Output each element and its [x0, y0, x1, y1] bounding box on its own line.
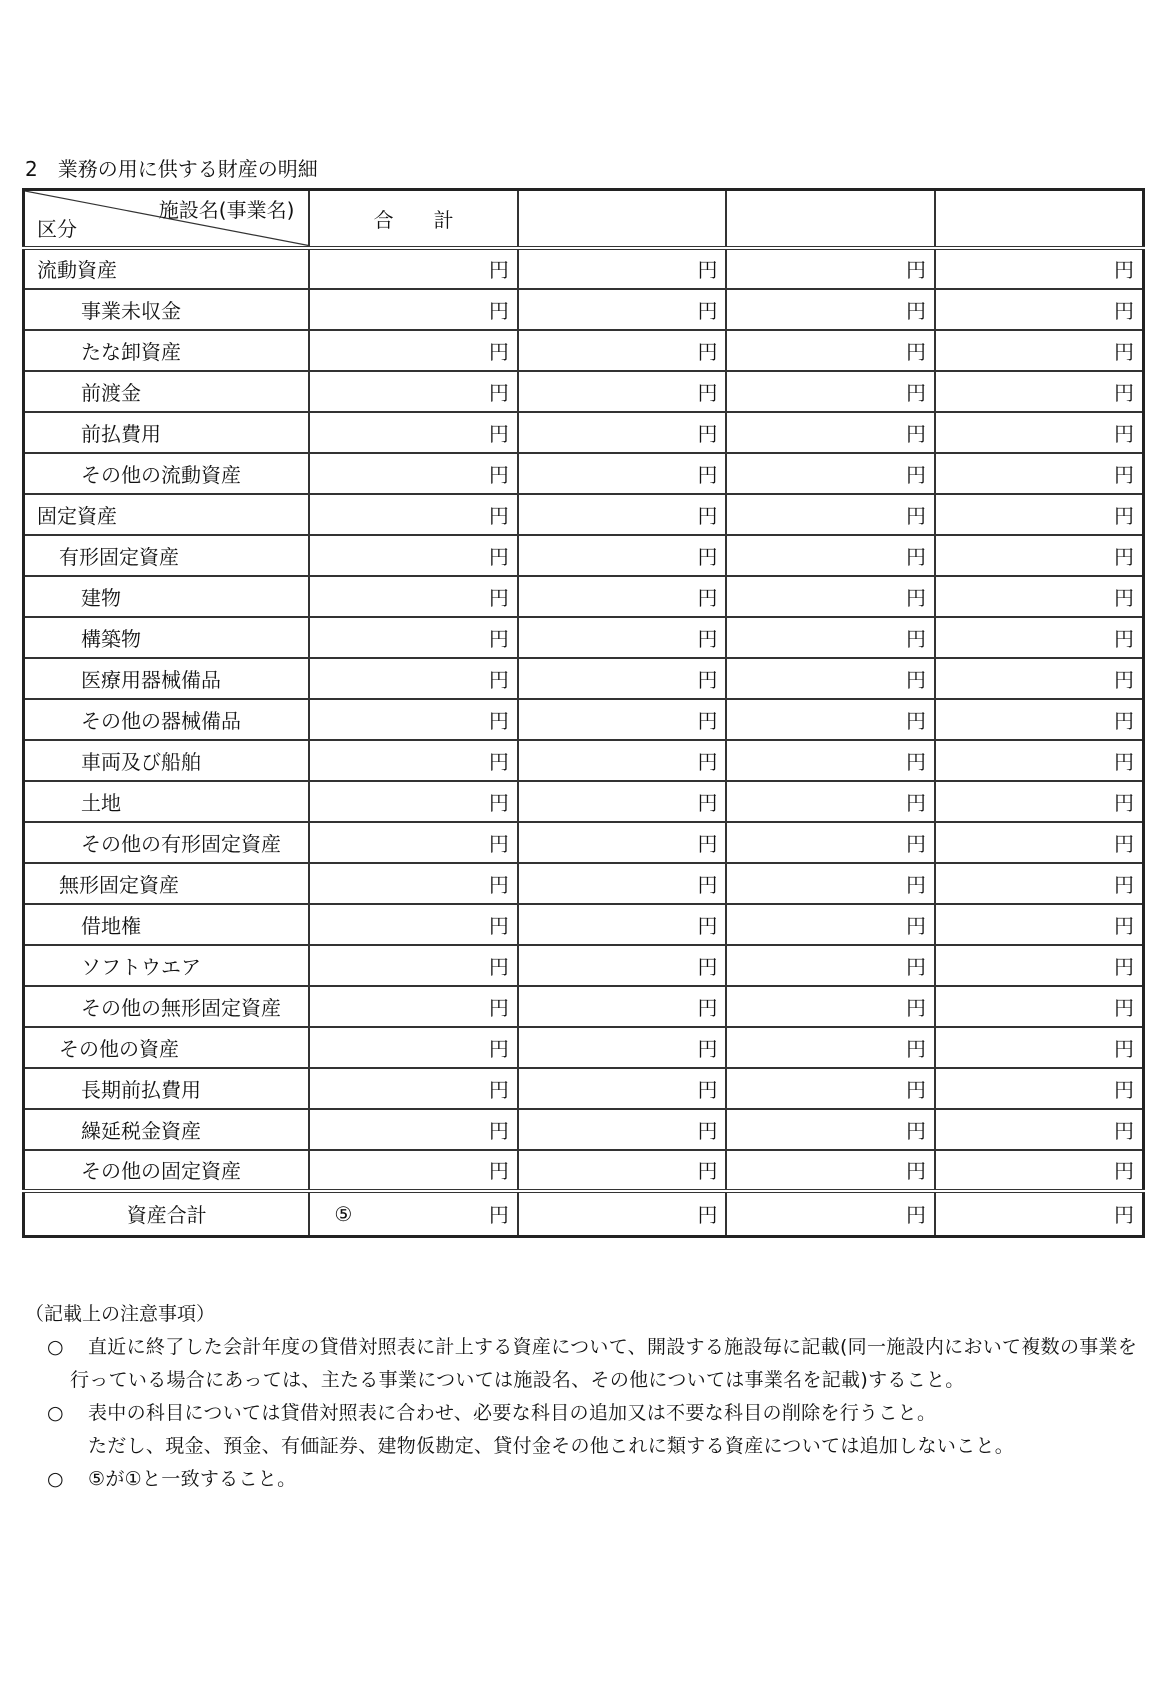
table-row — [24, 494, 1144, 535]
row-label: その他の有形固定資産 — [24, 822, 310, 863]
amount-cell-facility-2[interactable] — [726, 535, 935, 576]
header-facility-3[interactable] — [935, 190, 1144, 248]
amount-cell-facility-1[interactable] — [518, 371, 727, 412]
amount-cell-total[interactable] — [309, 1027, 518, 1068]
note-text: 直近に終了した会計年度の貸借対照表に計上する資産について、開設する施設毎に記載(同一施設内において複数の事業を行っている場合にあっては、主たる事業については施設名、その他については事業名を記載)すること。 — [70, 1336, 1138, 1391]
currency-unit: 円 — [905, 585, 926, 610]
currency-unit: 円 — [905, 790, 926, 815]
currency-unit: 円 — [1114, 749, 1134, 774]
currency-unit: 円 — [1114, 298, 1134, 323]
currency-unit: 円 — [697, 708, 718, 733]
currency-unit: 円 — [905, 462, 926, 487]
amount-cell-total[interactable] — [309, 371, 518, 412]
amount-cell-facility-2[interactable] — [726, 330, 935, 371]
amount-cell-facility-2[interactable] — [726, 1150, 935, 1191]
currency-unit: 円 — [1114, 954, 1134, 979]
currency-unit: 円 — [488, 421, 509, 446]
row-label: 繰延税金資産 — [24, 1109, 310, 1150]
asset-detail-table — [22, 188, 1145, 1238]
currency-unit: 円 — [488, 790, 509, 815]
currency-unit: 円 — [697, 298, 718, 323]
currency-unit: 円 — [488, 339, 509, 364]
note-subtext: ただし、現金、預金、有価証券、建物仮勘定、貸付金その他これに類する資産については追加しないこと。 — [88, 1435, 1015, 1457]
amount-cell-facility-2[interactable] — [726, 1027, 935, 1068]
currency-unit: 円 — [1114, 708, 1134, 733]
table-row — [24, 904, 1144, 945]
note-item — [25, 1397, 1155, 1463]
header-facility-name-label: 施設名(事業名) — [158, 198, 295, 222]
amount-cell-total[interactable] — [309, 822, 518, 863]
currency-unit: 円 — [1114, 995, 1134, 1020]
amount-cell-facility-1[interactable] — [518, 658, 727, 699]
row-label: 土地 — [24, 781, 310, 822]
amount-cell-facility-3[interactable] — [935, 863, 1144, 904]
currency-unit: 円 — [488, 872, 509, 897]
row-label: ソフトウエア — [24, 945, 310, 986]
currency-unit: 円 — [697, 1203, 718, 1228]
amount-cell-facility-1[interactable] — [518, 822, 727, 863]
currency-unit: 円 — [488, 1077, 509, 1102]
currency-unit: 円 — [905, 503, 926, 528]
amount-cell-facility-3[interactable] — [935, 1068, 1144, 1109]
amount-cell-facility-3[interactable] — [935, 1109, 1144, 1150]
table-header-row — [24, 190, 1144, 248]
amount-cell-total[interactable] — [309, 289, 518, 330]
currency-unit: 円 — [488, 1203, 509, 1228]
currency-unit: 円 — [697, 749, 718, 774]
amount-cell-facility-2[interactable] — [726, 412, 935, 453]
currency-unit: 円 — [905, 749, 926, 774]
amount-cell-facility-2[interactable] — [726, 699, 935, 740]
currency-unit: 円 — [697, 339, 718, 364]
currency-unit: 円 — [697, 667, 718, 692]
amount-cell-facility-1[interactable] — [518, 330, 727, 371]
notes-list — [25, 1331, 1155, 1496]
amount-cell-facility-1[interactable] — [518, 904, 727, 945]
amount-cell-facility-2[interactable] — [726, 289, 935, 330]
amount-cell-facility-2[interactable] — [726, 248, 935, 289]
amount-cell-total[interactable] — [309, 617, 518, 658]
amount-cell-facility-2[interactable] — [726, 1068, 935, 1109]
amount-cell-facility-2[interactable] — [726, 658, 935, 699]
row-label: その他の固定資産 — [24, 1150, 310, 1191]
currency-unit: 円 — [905, 1159, 926, 1183]
currency-unit: 円 — [1114, 421, 1134, 446]
table-row — [24, 658, 1144, 699]
amount-cell-total[interactable] — [309, 576, 518, 617]
amount-cell-facility-1[interactable] — [518, 781, 727, 822]
amount-cell-facility-2[interactable] — [726, 945, 935, 986]
amount-cell-facility-3[interactable] — [935, 330, 1144, 371]
table-row — [24, 289, 1144, 330]
currency-unit: 円 — [905, 708, 926, 733]
note-text: 表中の科目については貸借対照表に合わせ、必要な科目の追加又は不要な科目の削除を行うこと。 — [88, 1402, 937, 1424]
amount-cell-facility-1[interactable] — [518, 576, 727, 617]
currency-unit: 円 — [905, 995, 926, 1020]
header-total-cell: 合 計 — [309, 190, 518, 248]
currency-unit: 円 — [905, 872, 926, 897]
amount-cell-facility-2[interactable] — [726, 1109, 935, 1150]
currency-unit: 円 — [488, 462, 509, 487]
row-label: 長期前払費用 — [24, 1068, 310, 1109]
currency-unit: 円 — [697, 503, 718, 528]
amount-cell-total[interactable] — [309, 1109, 518, 1150]
amount-cell-facility-3[interactable] — [935, 1150, 1144, 1191]
currency-unit: 円 — [905, 1118, 926, 1143]
amount-cell-facility-3[interactable] — [935, 822, 1144, 863]
row-label: たな卸資産 — [24, 330, 310, 371]
table-row — [24, 535, 1144, 576]
amount-cell-facility-1[interactable] — [518, 289, 727, 330]
amount-cell-total[interactable] — [309, 453, 518, 494]
amount-cell-total[interactable] — [309, 330, 518, 371]
table-row — [24, 576, 1144, 617]
circled-number-marker: ⑤ — [334, 1201, 353, 1226]
amount-cell-facility-3[interactable] — [935, 289, 1144, 330]
currency-unit: 円 — [1114, 913, 1134, 938]
row-label: その他の無形固定資産 — [24, 986, 310, 1027]
amount-cell-facility-1[interactable] — [518, 945, 727, 986]
row-label: 借地権 — [24, 904, 310, 945]
header-facility-1[interactable] — [518, 190, 727, 248]
amount-cell-facility-3[interactable] — [935, 412, 1144, 453]
note-item — [25, 1463, 1155, 1496]
currency-unit: 円 — [488, 1159, 509, 1183]
currency-unit: 円 — [488, 585, 509, 610]
currency-unit: 円 — [488, 503, 509, 528]
amount-cell-facility-3[interactable] — [935, 494, 1144, 535]
amount-cell-facility-2[interactable] — [726, 617, 935, 658]
header-corner-cell — [24, 190, 310, 248]
currency-unit: 円 — [1114, 626, 1134, 651]
currency-unit: 円 — [905, 298, 926, 323]
amount-cell-total[interactable] — [309, 494, 518, 535]
row-label: 固定資産 — [24, 494, 310, 535]
amount-cell-total[interactable] — [309, 945, 518, 986]
currency-unit: 円 — [1114, 1036, 1134, 1061]
row-label: 車両及び船舶 — [24, 740, 310, 781]
amount-cell-facility-2[interactable] — [726, 863, 935, 904]
note-bullet: ○ — [47, 1468, 64, 1490]
currency-unit: 円 — [697, 585, 718, 610]
currency-unit: 円 — [488, 544, 509, 569]
amount-cell-total[interactable] — [309, 986, 518, 1027]
currency-unit: 円 — [905, 626, 926, 651]
amount-cell-facility-2[interactable] — [726, 453, 935, 494]
amount-cell-facility-1[interactable] — [518, 1068, 727, 1109]
amount-cell-facility-2[interactable] — [726, 904, 935, 945]
total-amount-cell-facility-2[interactable] — [726, 1191, 935, 1237]
currency-unit: 円 — [697, 954, 718, 979]
amount-cell-facility-2[interactable] — [726, 986, 935, 1027]
row-label: その他の流動資産 — [24, 453, 310, 494]
currency-unit: 円 — [1114, 380, 1134, 405]
amount-cell-facility-3[interactable] — [935, 617, 1144, 658]
currency-unit: 円 — [488, 708, 509, 733]
amount-cell-facility-1[interactable] — [518, 699, 727, 740]
amount-cell-facility-3[interactable] — [935, 453, 1144, 494]
currency-unit: 円 — [905, 667, 926, 692]
currency-unit: 円 — [1114, 258, 1134, 282]
row-label: 無形固定資産 — [24, 863, 310, 904]
amount-cell-facility-1[interactable] — [518, 1109, 727, 1150]
currency-unit: 円 — [697, 421, 718, 446]
amount-cell-facility-1[interactable] — [518, 412, 727, 453]
currency-unit: 円 — [1114, 1077, 1134, 1102]
currency-unit: 円 — [488, 380, 509, 405]
currency-unit: 円 — [488, 1036, 509, 1061]
total-row — [24, 1191, 1144, 1237]
amount-cell-total[interactable] — [309, 740, 518, 781]
amount-cell-total[interactable] — [309, 781, 518, 822]
total-row-label: 資産合計 — [24, 1191, 310, 1237]
currency-unit: 円 — [697, 544, 718, 569]
amount-cell-facility-1[interactable] — [518, 453, 727, 494]
notes-section — [25, 1298, 1155, 1496]
currency-unit: 円 — [697, 790, 718, 815]
table-row — [24, 1109, 1144, 1150]
amount-cell-facility-1[interactable] — [518, 1027, 727, 1068]
currency-unit: 円 — [488, 626, 509, 651]
amount-cell-facility-1[interactable] — [518, 535, 727, 576]
table-row — [24, 781, 1144, 822]
total-amount-cell[interactable] — [309, 1191, 518, 1237]
currency-unit: 円 — [905, 831, 926, 856]
currency-unit: 円 — [1114, 667, 1134, 692]
row-label: 医療用器械備品 — [24, 658, 310, 699]
currency-unit: 円 — [905, 913, 926, 938]
amount-cell-facility-2[interactable] — [726, 740, 935, 781]
amount-cell-facility-1[interactable] — [518, 1150, 727, 1191]
row-label: 前払費用 — [24, 412, 310, 453]
table-row — [24, 330, 1144, 371]
currency-unit: 円 — [488, 913, 509, 938]
row-label: 前渡金 — [24, 371, 310, 412]
amount-cell-total[interactable] — [309, 863, 518, 904]
table-row — [24, 699, 1144, 740]
total-amount-cell-facility-1[interactable] — [518, 1191, 727, 1237]
notes-heading: （記載上の注意事項） — [25, 1303, 216, 1325]
section-title: 2 業務の用に供する財産の明細 — [25, 157, 318, 181]
amount-cell-total[interactable] — [309, 904, 518, 945]
amount-cell-facility-3[interactable] — [935, 248, 1144, 289]
amount-cell-facility-3[interactable] — [935, 535, 1144, 576]
amount-cell-facility-1[interactable] — [518, 986, 727, 1027]
currency-unit: 円 — [697, 1118, 718, 1143]
currency-unit: 円 — [697, 995, 718, 1020]
amount-cell-total[interactable] — [309, 248, 518, 289]
amount-cell-facility-2[interactable] — [726, 822, 935, 863]
row-label: 有形固定資産 — [24, 535, 310, 576]
table-row — [24, 1150, 1144, 1191]
currency-unit: 円 — [697, 913, 718, 938]
currency-unit: 円 — [1114, 544, 1134, 569]
currency-unit: 円 — [488, 1118, 509, 1143]
currency-unit: 円 — [697, 831, 718, 856]
amount-cell-facility-2[interactable] — [726, 494, 935, 535]
amount-cell-facility-3[interactable] — [935, 371, 1144, 412]
header-facility-2[interactable] — [726, 190, 935, 248]
table-row — [24, 617, 1144, 658]
currency-unit: 円 — [1114, 1118, 1134, 1143]
note-bullet: ○ — [47, 1336, 64, 1358]
table-row — [24, 248, 1144, 289]
currency-unit: 円 — [488, 258, 509, 282]
table-row — [24, 863, 1144, 904]
currency-unit: 円 — [1114, 585, 1134, 610]
total-amount-cell-facility-3[interactable] — [935, 1191, 1144, 1237]
currency-unit: 円 — [905, 421, 926, 446]
currency-unit: 円 — [1114, 1159, 1134, 1183]
row-label: その他の資産 — [24, 1027, 310, 1068]
currency-unit: 円 — [1114, 462, 1134, 487]
amount-cell-facility-3[interactable] — [935, 986, 1144, 1027]
row-label: 建物 — [24, 576, 310, 617]
table-row — [24, 1027, 1144, 1068]
currency-unit: 円 — [1114, 872, 1134, 897]
currency-unit: 円 — [905, 1203, 926, 1228]
amount-cell-facility-3[interactable] — [935, 576, 1144, 617]
row-label: 事業未収金 — [24, 289, 310, 330]
table-row — [24, 740, 1144, 781]
row-label: 流動資産 — [24, 248, 310, 289]
currency-unit: 円 — [488, 298, 509, 323]
currency-unit: 円 — [905, 954, 926, 979]
amount-cell-facility-1[interactable] — [518, 740, 727, 781]
amount-cell-facility-1[interactable] — [518, 494, 727, 535]
currency-unit: 円 — [1114, 1203, 1134, 1228]
currency-unit: 円 — [905, 544, 926, 569]
currency-unit: 円 — [488, 831, 509, 856]
amount-cell-facility-2[interactable] — [726, 781, 935, 822]
amount-cell-total[interactable] — [309, 412, 518, 453]
currency-unit: 円 — [488, 995, 509, 1020]
amount-cell-total[interactable] — [309, 1068, 518, 1109]
table-row — [24, 412, 1144, 453]
amount-cell-facility-3[interactable] — [935, 781, 1144, 822]
amount-cell-facility-3[interactable] — [935, 658, 1144, 699]
table-row — [24, 945, 1144, 986]
currency-unit: 円 — [697, 1036, 718, 1061]
row-label: 構築物 — [24, 617, 310, 658]
currency-unit: 円 — [488, 954, 509, 979]
currency-unit: 円 — [697, 380, 718, 405]
currency-unit: 円 — [905, 339, 926, 364]
currency-unit: 円 — [1114, 339, 1134, 364]
currency-unit: 円 — [697, 1159, 718, 1183]
currency-unit: 円 — [1114, 831, 1134, 856]
currency-unit: 円 — [488, 667, 509, 692]
amount-cell-facility-1[interactable] — [518, 863, 727, 904]
currency-unit: 円 — [1114, 790, 1134, 815]
currency-unit: 円 — [905, 1077, 926, 1102]
amount-cell-total[interactable] — [309, 699, 518, 740]
amount-cell-total[interactable] — [309, 535, 518, 576]
table-row — [24, 453, 1144, 494]
note-text: ⑤が①と一致すること。 — [88, 1468, 297, 1490]
amount-cell-facility-3[interactable] — [935, 945, 1144, 986]
currency-unit: 円 — [697, 626, 718, 651]
table-row — [24, 986, 1144, 1027]
amount-cell-total[interactable] — [309, 1150, 518, 1191]
currency-unit: 円 — [697, 462, 718, 487]
currency-unit: 円 — [905, 258, 926, 282]
currency-unit: 円 — [488, 749, 509, 774]
row-label: その他の器械備品 — [24, 699, 310, 740]
amount-cell-facility-1[interactable] — [518, 248, 727, 289]
table-row — [24, 822, 1144, 863]
note-item — [25, 1331, 1155, 1397]
currency-unit: 円 — [1114, 503, 1134, 528]
amount-cell-facility-3[interactable] — [935, 740, 1144, 781]
currency-unit: 円 — [905, 380, 926, 405]
amount-cell-facility-1[interactable] — [518, 617, 727, 658]
currency-unit: 円 — [905, 1036, 926, 1061]
amount-cell-facility-3[interactable] — [935, 904, 1144, 945]
currency-unit: 円 — [697, 872, 718, 897]
table-row — [24, 1068, 1144, 1109]
table-row — [24, 371, 1144, 412]
currency-unit: 円 — [697, 1077, 718, 1102]
currency-unit: 円 — [697, 258, 718, 282]
header-category-label: 区分 — [37, 216, 77, 241]
note-bullet: ○ — [47, 1402, 64, 1424]
amount-cell-total[interactable] — [309, 658, 518, 699]
amount-cell-facility-2[interactable] — [726, 371, 935, 412]
amount-cell-facility-2[interactable] — [726, 576, 935, 617]
amount-cell-facility-3[interactable] — [935, 699, 1144, 740]
amount-cell-facility-3[interactable] — [935, 1027, 1144, 1068]
